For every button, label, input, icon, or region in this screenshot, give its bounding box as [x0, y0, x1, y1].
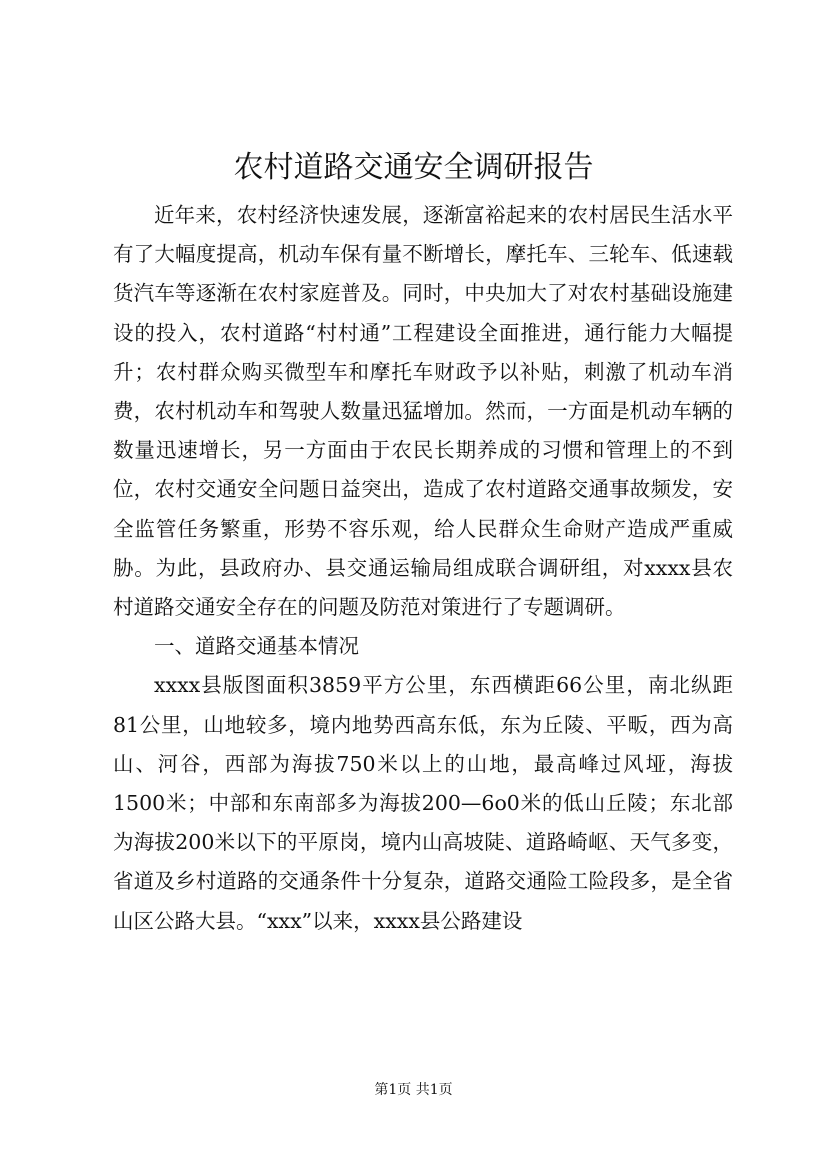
- paragraph-geography: xxxx县版图面积3859平方公里，东西横距66公里，南北纵距81公里，山地较多，境内地势西高东低，东为丘陵、平畈，西为高山、河谷，西部为海拔750米以上的山地，最高峰过风垭，海拔1500米；中部和东南部多为海拔200—6o0米的低山丘陵；东北部为海拔200米以下的平原岗，境内山高坡陡、道路崎岖、天气多变，省道及乡村道路的交通条件十分复杂，道路交通险工险段多，是全省山区公路大县。“xxx”以来，xxxx县公路建设: [113, 673, 733, 933]
- paragraph-intro: 近年来，农村经济快速发展，逐渐富裕起来的农村居民生活水平有了大幅度提高，机动车保有量不断增长，摩托车、三轮车、低速载货汽车等逐渐在农村家庭普及。同时，中央加大了对农村基础设施建设的投入，农村道路“村村通”工程建设全面推进，通行能力大幅提升；农村群众购买微型车和摩托车财政予以补贴，刺激了机动车消费，农村机动车和驾驶人数量迅猛增加。然而，一方面是机动车辆的数量迅速增长，另一方面由于农民长期养成的习惯和管理上的不到位，农村交通安全问题日益突出，造成了农村道路交通事故频发，安全监管任务繁重，形势不容乐观，给人民群众生命财产造成严重威胁。为此，县政府办、县交通运输局组成联合调研组，对xxxx县农村道路交通安全存在的问题及防范对策进行了专题调研。: [113, 203, 733, 620]
- page-footer: 第1页 共1页: [374, 1082, 453, 1098]
- document-body: [113, 196, 733, 941]
- section-heading-basic-situation: 一、道路交通基本情况: [154, 634, 359, 659]
- document-title: 农村道路交通安全调研报告: [233, 150, 594, 185]
